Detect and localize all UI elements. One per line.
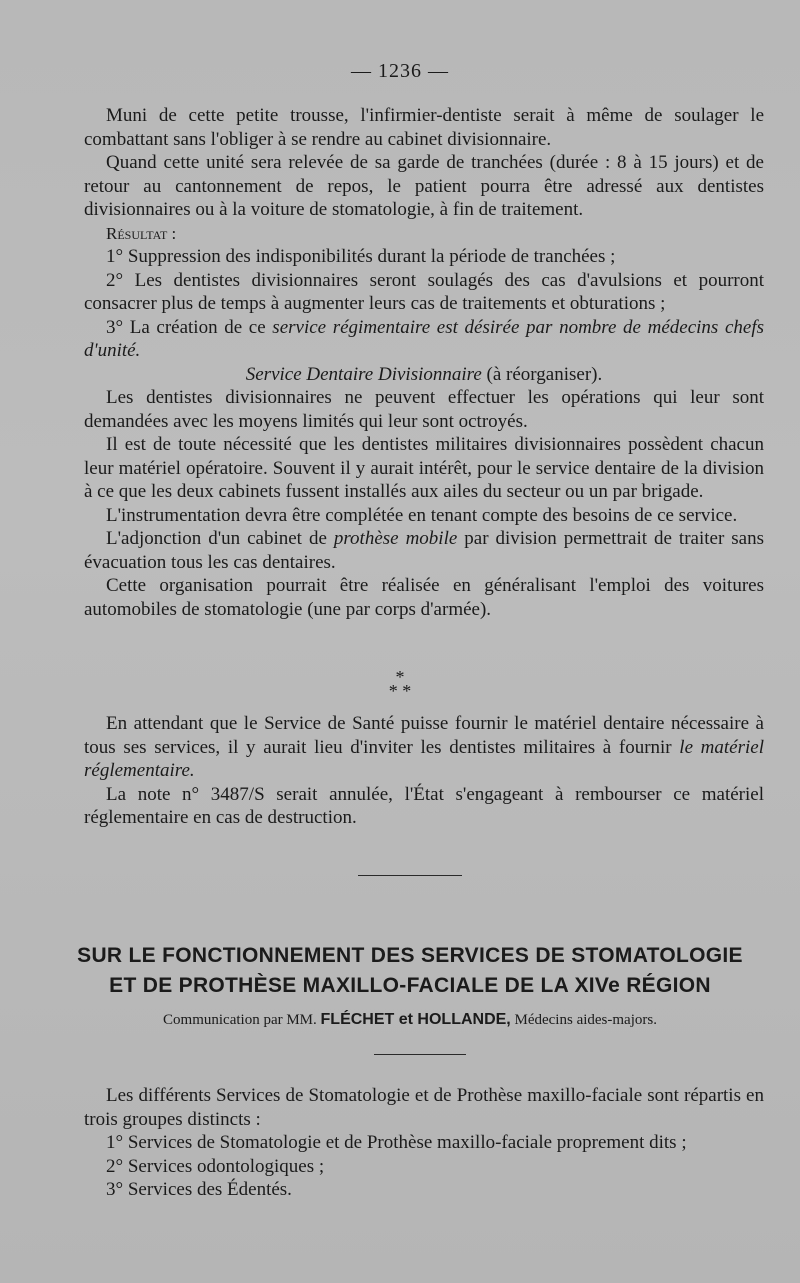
subheading-emphasis: Service Dentaire Divisionnaire	[245, 363, 482, 385]
paragraph-text: En attendant que le Service de Santé puisse fournir le matériel dentaire nécessaire à tous ses services, il y aurait lieu d'inviter les dentistes militaires à fournir	[84, 713, 764, 758]
list-item-emphasis: service régimentaire est désirée par nombre de médecins chefs d'unité.	[84, 316, 764, 361]
paragraph: Les dentistes divisionnaires ne peuvent effectuer les opérations qui leur sont demandées avec les moyens limités qui leur sont octroyés.	[84, 387, 764, 432]
separator-rule	[358, 875, 462, 876]
paragraph: Cette organisation pourrait être réalisée en généralisant l'emploi des voitures automobiles de stomatologie (une par corps d'armée).	[84, 575, 764, 620]
byline-authors: FLÉCHET et HOLLANDE,	[320, 1011, 511, 1028]
byline-suffix: Médecins aides-majors.	[510, 1012, 657, 1028]
paragraph: L'instrumentation devra être complétée en tenant compte des besoins de ce service.	[106, 504, 738, 526]
section-title-line-2: ET DE PROTHÈSE MAXILLO-FACIALE DE LA XIVe RÉGION	[109, 974, 711, 997]
paragraph: Muni de cette petite trousse, l'infirmier-dentiste serait à même de soulager le combattant sans l'obliger à se rendre au cabinet divisionnaire.	[84, 105, 764, 150]
paragraph	[84, 527, 764, 574]
section-title-line-1: SUR LE FONCTIONNEMENT DES SERVICES DE STOMATOLOGIE	[77, 944, 743, 967]
page-number: — 1236 —	[351, 60, 449, 82]
separator-rule	[374, 1054, 466, 1055]
paragraph-text: par division permettrait de traiter sans évacuation tous les cas dentaires.	[84, 528, 764, 573]
subheading-text: (à réorganiser).	[481, 363, 603, 385]
asterism: * * *	[388, 667, 412, 701]
byline-prefix: Communication par MM.	[163, 1012, 321, 1028]
paragraph-text: L'adjonction d'un cabinet de	[106, 528, 334, 549]
list-item: 1° Services de Stomatologie et de Prothèse maxillo-faciale proprement dits ;	[106, 1132, 687, 1153]
list-item: 1° Suppression des indisponibilités durant la période de tranchées ;	[106, 246, 616, 267]
paragraph: La note n° 3487/S serait annulée, l'État s'engageant à rembourser ce matériel réglementaire en cas de destruction.	[84, 783, 764, 828]
paragraph: Les différents Services de Stomatologie et de Prothèse maxillo-faciale sont répartis en trois groupes distincts :	[84, 1085, 764, 1130]
list-item: 3° Services des Édentés.	[106, 1179, 292, 1200]
section-text-block-3	[84, 1084, 764, 1202]
communication-byline	[60, 1011, 760, 1029]
list-item: 2° Services odontologiques ;	[106, 1155, 325, 1177]
section-text-block-1	[84, 104, 764, 621]
paragraph-emphasis: prothèse mobile	[333, 528, 458, 549]
subheading	[84, 363, 764, 387]
paragraph-emphasis: le matériel réglementaire.	[84, 736, 764, 781]
resultat-heading: Résultat :	[106, 223, 177, 243]
paragraph	[84, 712, 764, 783]
list-item	[84, 316, 764, 363]
list-item: 2° Les dentistes divisionnaires seront soulagés des cas d'avulsions et pourront consacrer plus de temps à augmenter leurs cas de traitements et obturations ;	[84, 269, 764, 314]
section-text-block-2	[84, 712, 764, 830]
paragraph: Quand cette unité sera relevée de sa garde de tranchées (durée : 8 à 15 jours) et de retour au cantonnement de repos, le patient pourra être adressé aux dentistes divisionnaires ou à la voiture de stomatologie, à fin de traitement.	[84, 152, 764, 220]
list-item-text: 3° La création de ce	[106, 316, 273, 338]
paragraph: Il est de toute nécessité que les dentistes militaires divisionnaires possèdent chacun leur matériel opératoire. Souvent il y aurait intérêt, pour le service dentaire de la division à ce que les deux cabinets fussent installés aux ailes du secteur ou un par brigade.	[84, 434, 764, 502]
